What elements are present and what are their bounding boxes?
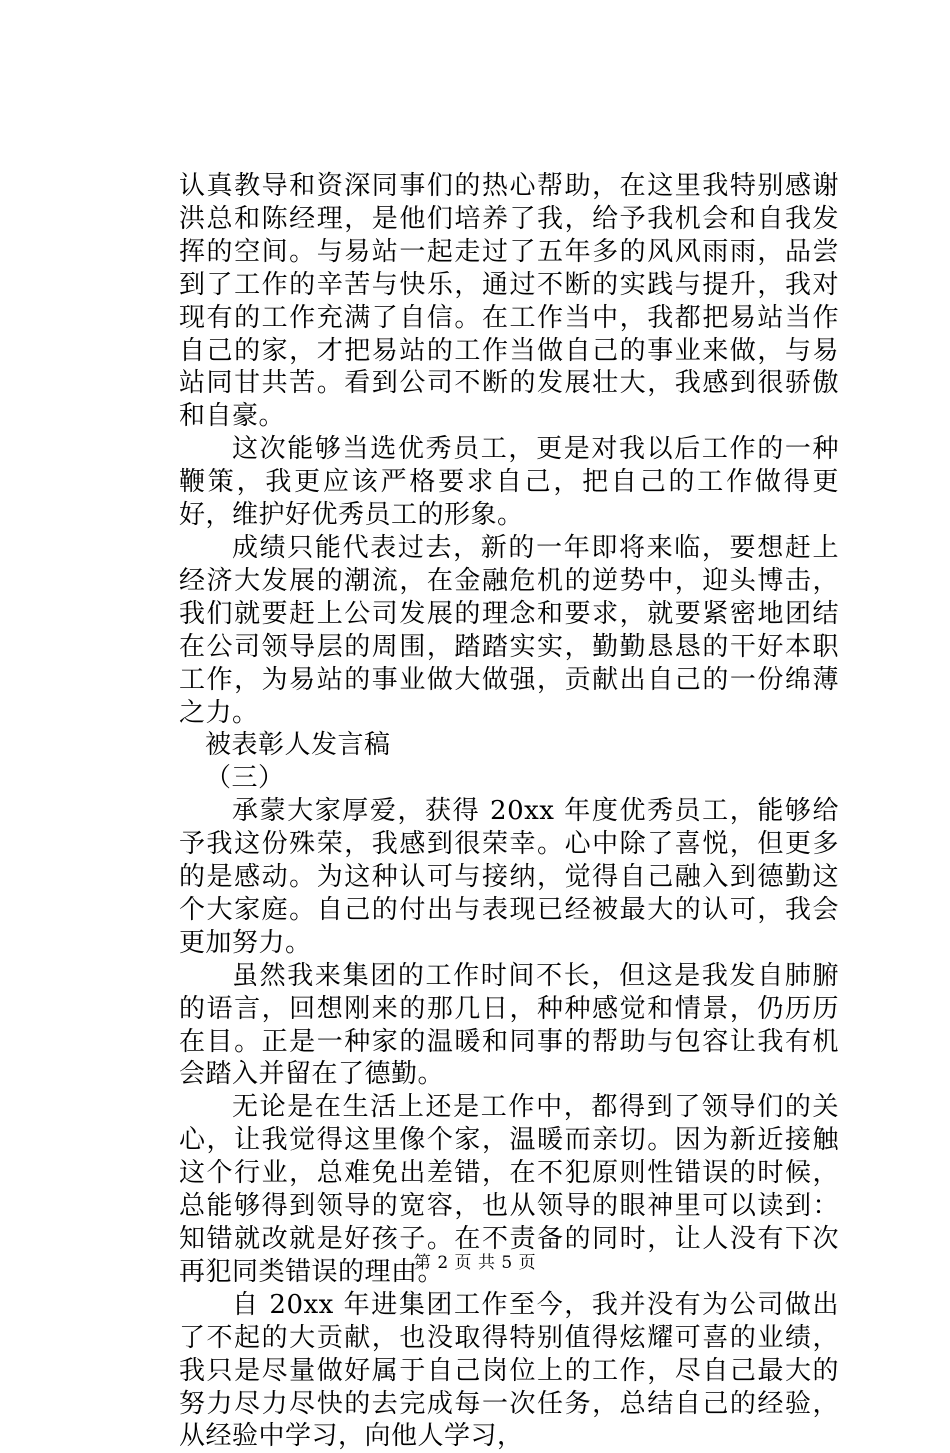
paragraph-3: 成绩只能代表过去，新的一年即将来临，要想赶上经济大发展的潮流，在金融危机的逆势中，迎头博击，我们就要赶上公司发展的理念和要求，就要紧密地团结在公司领导层的周围，踏踏实实，勤勤恳恳的干好本职工作，为易站的事业做大做强，贡献出自己的一份绵薄之力。 [179,532,839,728]
section-title: 被表彰人发言稿 [205,730,391,761]
section-number: （三） [205,763,285,794]
paragraph-2: 这次能够当选优秀员工，更是对我以后工作的一种鞭策，我更应该严格要求自己，把自己的工作做得更好，维护好优秀员工的形象。 [179,434,839,531]
paragraph-1: 认真教导和资深同事们的热心帮助，在这里我特别感谢洪总和陈经理，是他们培养了我，给予我机会和自我发挥的空间。与易站一起走过了五年多的风风雨雨，品尝到了工作的辛苦与快乐，通过不断的实践与提升，我对现有的工作充满了自信。在工作当中，我都把易站当作自己的家，才把易站的工作当做自己的事业来做，与易站同甘共苦。看到公司不断的发展壮大，我感到很骄傲和自豪。 [179,171,839,432]
page-footer: 第 2 页 共 5 页 [413,1253,537,1273]
paragraph-6: 无论是在生活上还是工作中，都得到了领导们的关心，让我觉得这里像个家，温暖而亲切。因为新近接触这个行业，总难免出差错，在不犯原则性错误的时候，总能够得到领导的宽容，也从领导的眼神里可以读到：知错就改就是好孩子。在不责备的同时，让人没有下次再犯同类错误的理由。 [179,1092,839,1287]
paragraph-7: 自 20xx 年进集团工作至今，我并没有为公司做出了不起的大贡献，也没取得特别值得炫耀可喜的业绩，我只是尽量做好属于自己岗位上的工作，尽自己最大的努力尽力尽快的去完成每一次任务，总结自己的经验，从经验中学习，向他人学习， [179,1289,839,1452]
paragraph-4: 承蒙大家厚爱，获得 20xx 年度优秀员工，能够给予我这份殊荣，我感到很荣幸。心中除了喜悦，但更多的是感动。为这种认可与接纳，觉得自己融入到德勤这个大家庭。自己的付出与表现已经被最大的认可，我会更加努力。 [179,796,839,958]
paragraph-5: 虽然我来集团的工作时间不长，但这是我发自肺腑的语言，回想刚来的那几日，种种感觉和情景，仍历历在目。正是一种家的温暖和同事的帮助与包容让我有机会踏入并留在了德勤。 [179,960,839,1090]
